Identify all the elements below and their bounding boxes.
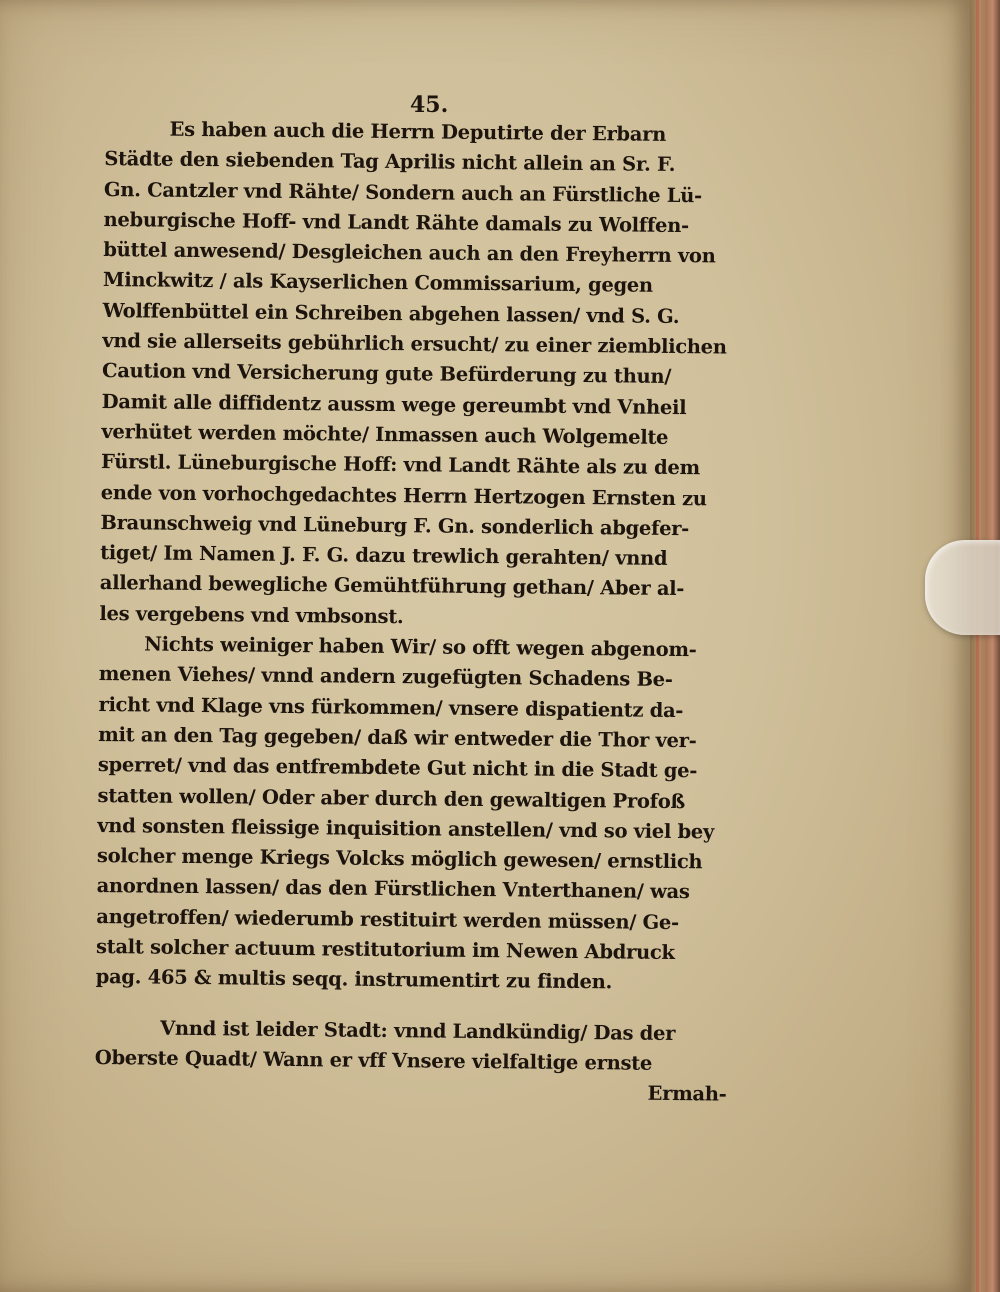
text-line: Fürstl. Lüneburgische Hoff: vnd Landt Rähte als zu dem bbox=[100, 450, 701, 480]
text-line: verhütet werden möchte/ Inmassen auch Wolgemelte bbox=[101, 419, 669, 449]
page-edge bbox=[970, 0, 1000, 1292]
catchword: Ermah- bbox=[647, 1081, 727, 1106]
text-line: les vergebens vnd vmbsonst. bbox=[99, 601, 404, 628]
text-line: mit an den Tag gegeben/ daß wir entweder die Thor ver- bbox=[98, 722, 697, 753]
text-line: ende von vorhochgedachtes Herrn Hertzogen Ernsten zu bbox=[100, 480, 707, 510]
page-text bbox=[94, 88, 745, 1110]
page-number: 45. bbox=[410, 92, 449, 118]
paragraph-3 bbox=[95, 1013, 736, 1080]
page-clip bbox=[925, 540, 1000, 635]
paragraph-2 bbox=[96, 629, 740, 999]
text-line: stalt solcher actuum restitutorium im Newen Abdruck bbox=[95, 934, 675, 965]
text-line: allerhand bewegliche Gemühtführung gethan/ Aber al- bbox=[99, 571, 685, 601]
text-line: tiget/ Im Namen J. F. G. dazu trewlich gerahten/ vnnd bbox=[100, 541, 668, 571]
text-line: Gn. Cantzler vnd Rähte/ Sondern auch an Fürstliche Lü- bbox=[103, 177, 703, 207]
text-line: Braunschweig vnd Lüneburg F. Gn. sonderlich abgefer- bbox=[100, 510, 690, 540]
text-line: Es haben auch die Herrn Deputirte der Erbarn bbox=[169, 117, 667, 146]
text-line: neburgische Hoff- vnd Landt Rähte damals zu Wolffen- bbox=[103, 207, 689, 238]
text-line: sperret/ vnd das entfrembdete Gut nicht in die Stadt ge- bbox=[97, 753, 698, 783]
text-line: statten wollen/ Oder aber durch den gewaltigen Profoß bbox=[97, 783, 686, 813]
text-line: vnd sie allerseits gebührlich ersucht/ zu einer ziemblichen bbox=[102, 329, 727, 359]
text-line: Oberste Quadt/ Wann er vff Vnsere vielfaltige ernste bbox=[94, 1045, 653, 1075]
text-line: menen Viehes/ vnnd andern zugefügten Schadens Be- bbox=[98, 662, 673, 692]
text-line: Minckwitz / als Kayserlichen Commissarium, gegen bbox=[102, 268, 653, 298]
text-line: anordnen lassen/ das den Fürstlichen Vnterthanen/ was bbox=[96, 874, 690, 904]
text-line: büttel anwesend/ Desgleichen auch an den Freyherrn von bbox=[103, 238, 716, 268]
text-line: Damit alle diffidentz aussm wege gereumbt vnd Vnheil bbox=[101, 389, 687, 419]
text-line: Wolffenbüttel ein Schreiben abgehen lassen/ vnd S. G. bbox=[102, 298, 680, 328]
text-line: pag. 465 & multis seqq. instrumentirt zu finden. bbox=[95, 965, 613, 994]
text-line: Städte den siebenden Tag Aprilis nicht allein an Sr. F. bbox=[104, 147, 676, 177]
text-line: richt vnd Klage vns fürkommen/ vnsere dispatientz da- bbox=[98, 692, 684, 722]
text-line: Vnnd ist leider Stadt: vnnd Landkündig/ Das der bbox=[160, 1016, 676, 1045]
paragraph-1 bbox=[99, 114, 744, 636]
text-line: Nichts weiniger haben Wir/ so offt wegen abgenom- bbox=[144, 632, 697, 662]
text-line: Caution vnd Versicherung gute Befürderung zu thun/ bbox=[101, 359, 672, 389]
text-line: angetroffen/ wiederumb restituirt werden müssen/ Ge- bbox=[96, 904, 680, 934]
text-line: vnd sonsten fleissige inquisition anstellen/ vnd so viel bey bbox=[97, 813, 715, 844]
text-line: solcher menge Kriegs Volcks möglich gewesen/ ernstlich bbox=[96, 844, 703, 874]
